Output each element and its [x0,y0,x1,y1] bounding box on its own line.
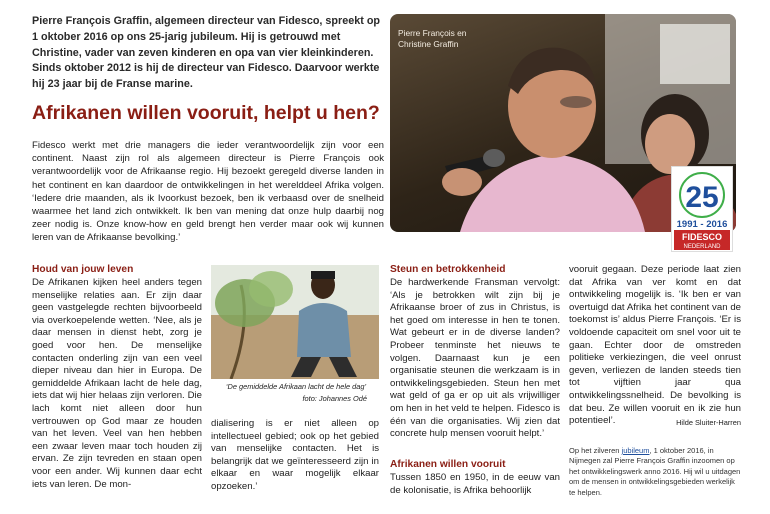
author-signature: Hilde Sluiter-Harren [676,418,741,428]
intro-paragraph: Pierre François Graffin, algemeen directeur van Fidesco, spreekt op 1 oktober 2016 op ons 25-jarig jubileum. Hij is getrouwd met Christine, vader van zeven kinderen en opa van vier kleinkinderen. Sinds oktober 2012 is hij de directeur van Fidesco. Daarvoor werkte hij 23 jaar bij de Franse marine. [32,15,381,91]
column-4 [569,264,741,430]
photo-farmer-caption: ‘De gemiddelde Afrikaan lacht de hele dag’ [225,382,367,391]
lead-paragraph: Fidesco werkt met drie managers die ieder verantwoordelijk zijn voor een continent. Naast zijn rol als algemeen directeur is Pierre François ook verantwoordelijk voor de Afrikaanse regio. Hij bezoekt geregeld diverse landen in het continent en kan daardoor de ontwikkelingen in het werelddeel Afrika volgen. ‘Iedere drie maanden, als ik Ivoorkust bezoek, ben ik verbaasd over de snelheid waarmee het land zich ontwikkelt. Ik ben van mening dat onze hulp daarbij nog zeer nodig is. Onze know-how en geld brengt hen verder maar ook wij kunnen leren van de Afrikaanse bevolking.’ [32,140,384,244]
logo-number: 25 [685,181,719,214]
section-heading-houd-van-jouw-leven: Houd van jouw leven [32,264,134,275]
column-2-text: dialisering is er niet alleen op intellectueel gebied; ook op het gebied van menselijke contacten. Het is belangrijk dat we geïnteresseerd zijn in elkaar en waar mogelijk elkaar opzoeken.’ [211,418,379,492]
logo-years: 1991 - 2016 [676,219,728,230]
footnote [569,446,741,498]
column-4-text: vooruit gegaan. Deze periode laat zien dat Afrika van ver komt en dat ontwikkeling mogelijk is. ‘Ik ben er van overtuigd dat Afrika het continent van de toekomst is’ aldus Pierre François. ‘Er is voldoende capaciteit om snel voor uit te gaan. Echter door de omstreden politieke verkiezingen, die veel onrust geven, verliezen de landen steeds tien tot vijftien jaar qua ontwikkelingssnelheid. De bevolking is dat beu. Ze willen vooruit en ik zie hun potentieel’. [569,264,741,427]
jubileum-link[interactable]: jubileum [621,446,650,455]
photo-farmer [211,265,379,379]
article-headline: Afrikanen willen vooruit, helpt u hen? [32,102,380,124]
column-3-text-continued: Tussen 1850 en 1950, in de eeuw van de kolonisatie, is Afrika behoorlijk [390,472,560,496]
logo-country: NEDERLAND [683,244,721,250]
fidesco-logo-mark [672,167,732,251]
footnote-text-before: Op het zilveren [569,446,622,455]
photo-farmer-credit: foto: Johannes Odé [302,394,367,403]
photo-graffin-caption: Pierre François en Christine Graffin [398,28,467,49]
footnote-text-after: , 1 oktober 2016, in Nijmegen zal Pierre François Graffin inzoomen op het ontwikkelingswerk anno 2016. Hij wil u uitdagen om de mensen in ontwikkelingsgebieden werkelijk te helpen. [569,446,741,497]
column-3-text: De hardwerkende Fransman vervolgt: ‘Als je betrokken wilt zijn bij je Afrikaanse broer of zus in Christus, is het goed om interesse in hen te tonen. Wat gebeurt er in de diverse landen? Probeer tenminste het nieuws te volgen. Daarnaast kun je een organisatie steunen die werkzaam is in ontwikkelingsgebieden. Steun hen met wat geld of ga er op uit als vrijwilliger om hen in het veld te helpen. Fidesco is één van die organisaties. Wij zien dat concrete hulp mensen vooruit helpt.’ [390,277,560,440]
column-1-text: De Afrikanen kijken heel anders tegen menselijke relaties aan. Er zijn daar geen vastgelegde rechten bijvoorbeeld via overkoepelende wetten. ‘Nee, als je daar mensen in dienst hebt, zorg je goed voor hen. De menselijke contacten onderling zijn van een veel dieper niveau dan hier in Europa. De gemiddelde Afrikaan lacht de hele dag, iets dat wij hier helaas zijn verloren. Die lach komt niet alleen door hun vertrouwen op God maar ze houden van het leven. Veel van hen hebben een zwaar leven maar toch houden zij ervan. Ze zijn tevreden en staan open voor een ander. Wij kunnen daar echt iets van leren. De mon- [32,277,202,490]
section-heading-steun: Steun en betrokkenheid [390,264,506,275]
fidesco-25-logo [671,166,733,252]
photo-farmer-illustration [211,265,379,379]
logo-name: FIDESCO [681,232,723,242]
section-heading-afrikanen-willen-vooruit: Afrikanen willen vooruit [390,459,506,470]
